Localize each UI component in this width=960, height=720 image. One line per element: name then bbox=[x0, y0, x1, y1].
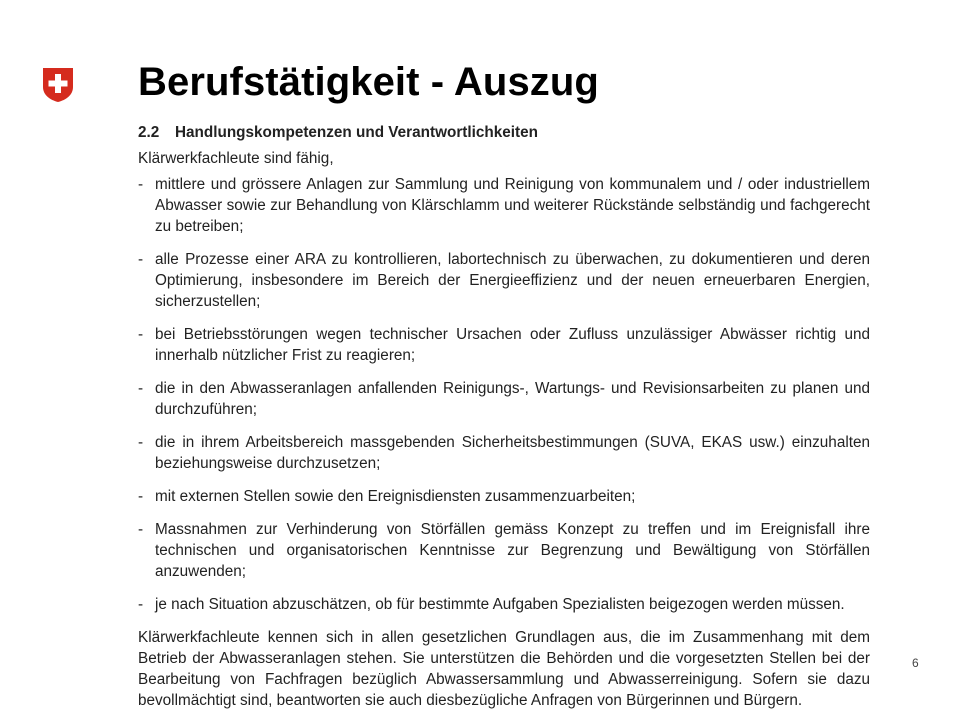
list-item bbox=[138, 519, 870, 582]
bullet-marker: - bbox=[138, 596, 144, 613]
closing-paragraph: Klärwerkfachleute kennen sich in allen gesetzlichen Grundlagen aus, die im Zusammenhang mit dem Betrieb der Abwasseranlagen stehen. Sie unterstützen die Behörden und die vorgesetzten Stellen bei der Bearbeitung von Fachfragen bezüglich Abwassersammlung und Abwasserreinigung. Sofern sie dazu bevollmächtigt sind, beantworten sie auch diesbezügliche Anfragen von Bürgerinnen und Bürgern. bbox=[138, 629, 870, 709]
list-item-text: alle Prozesse einer ARA zu kontrollieren, labortechnisch zu überwachen, zu dokumentieren und deren Optimierung, insbesondere im Bereich der Energieeffizienz und der neuen erneuerbaren Energien, sicherzustellen; bbox=[155, 251, 870, 310]
page-number: 6 bbox=[912, 656, 919, 670]
list-item-text: die in den Abwasseranlagen anfallenden Reinigungs-, Wartungs- und Revisionsarbeiten zu planen und durchzuführen; bbox=[155, 380, 870, 418]
list-item-text: Massnahmen zur Verhinderung von Störfällen gemäss Konzept zu treffen und im Ereignisfall ihre technischen und organisatorischen Kenntnisse zur Begrenzung und Bewältigung von Störfällen anzuwenden; bbox=[155, 521, 870, 580]
list-item bbox=[138, 594, 870, 615]
bullet-marker: - bbox=[138, 434, 144, 451]
list-item bbox=[138, 486, 870, 507]
section-title: Handlungskompetenzen und Verantwortlichkeiten bbox=[175, 124, 538, 141]
bullet-marker: - bbox=[138, 326, 144, 343]
document-excerpt bbox=[138, 122, 870, 711]
list-item bbox=[138, 378, 870, 420]
swiss-cross-shield-icon bbox=[42, 67, 74, 103]
bullet-marker: - bbox=[138, 521, 144, 538]
list-item-text: mittlere und grössere Anlagen zur Sammlung und Reinigung von kommunalem und / oder industriellem Abwasser sowie zur Behandlung von Klärschlamm und weiterer Rückstände selbständig und fachgerecht zu betreiben; bbox=[155, 176, 870, 235]
list-item-text: die in ihrem Arbeitsbereich massgebenden Sicherheitsbestimmungen (SUVA, EKAS usw.) einzuhalten beziehungsweise durchzusetzen; bbox=[155, 434, 870, 472]
list-item bbox=[138, 432, 870, 474]
bullet-marker: - bbox=[138, 176, 144, 193]
section-heading bbox=[138, 122, 870, 143]
list-item bbox=[138, 324, 870, 366]
swiss-cross-shield-graphic bbox=[42, 67, 74, 103]
list-item-text: je nach Situation abzuschätzen, ob für bestimmte Aufgaben Spezialisten beigezogen werden müssen. bbox=[155, 596, 845, 613]
section-number: 2.2 bbox=[138, 124, 160, 141]
list-item-text: bei Betriebsstörungen wegen technischer Ursachen oder Zufluss unzulässiger Abwässer richtig und innerhalb nützlicher Frist zu reagieren; bbox=[155, 326, 870, 364]
bullet-marker: - bbox=[138, 251, 144, 268]
list-item bbox=[138, 174, 870, 237]
list-item-text: mit externen Stellen sowie den Ereignisdiensten zusammenzuarbeiten; bbox=[155, 488, 636, 505]
bullet-marker: - bbox=[138, 488, 144, 505]
slide-title: Berufstätigkeit - Auszug bbox=[138, 60, 599, 104]
list-item bbox=[138, 249, 870, 312]
bullet-marker: - bbox=[138, 380, 144, 397]
intro-text: Klärwerkfachleute sind fähig, bbox=[138, 150, 334, 167]
